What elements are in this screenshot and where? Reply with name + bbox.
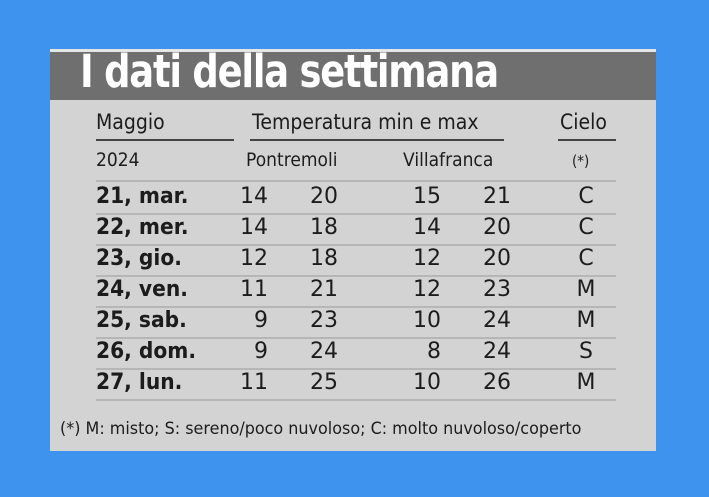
villafranca-max-cell: 23 bbox=[483, 277, 511, 302]
pontremoli-min-cell: 9 bbox=[254, 308, 268, 333]
pontremoli-min-cell: 9 bbox=[254, 339, 268, 364]
villafranca-max-cell: 24 bbox=[483, 339, 511, 364]
sky-cell: M bbox=[576, 277, 596, 302]
sky-header: Cielo bbox=[560, 110, 607, 134]
table-row bbox=[50, 337, 656, 368]
header-rule-middle bbox=[250, 139, 504, 141]
day-cell: 24, ven. bbox=[96, 277, 188, 302]
villafranca-min-cell: 12 bbox=[413, 246, 441, 271]
villafranca-max-cell: 20 bbox=[483, 215, 511, 240]
villafranca-max-cell: 21 bbox=[483, 184, 511, 209]
table-row bbox=[50, 244, 656, 275]
day-cell: 21, mar. bbox=[96, 184, 189, 209]
sky-cell: S bbox=[579, 339, 593, 364]
villafranca-min-cell: 14 bbox=[413, 215, 441, 240]
year-label: 2024 bbox=[96, 149, 140, 171]
table-row bbox=[50, 275, 656, 306]
sky-note: (*) bbox=[572, 152, 590, 170]
sky-cell: C bbox=[578, 184, 594, 209]
villafranca-min-cell: 15 bbox=[413, 184, 441, 209]
pontremoli-min-cell: 11 bbox=[240, 277, 268, 302]
villafranca-min-cell: 10 bbox=[413, 308, 441, 333]
villafranca-max-cell: 24 bbox=[483, 308, 511, 333]
villafranca-min-cell: 10 bbox=[413, 370, 441, 395]
day-cell: 27, lun. bbox=[96, 370, 183, 395]
footnote: (*) M: misto; S: sereno/poco nuvoloso; C: molto nuvoloso/coperto bbox=[60, 419, 582, 439]
table-row bbox=[50, 182, 656, 213]
temperature-header: Temperatura min e max bbox=[252, 110, 479, 134]
pontremoli-max-cell: 21 bbox=[310, 277, 338, 302]
pontremoli-min-cell: 12 bbox=[240, 246, 268, 271]
month-header: Maggio bbox=[96, 110, 165, 134]
table-row bbox=[50, 306, 656, 337]
pontremoli-min-cell: 11 bbox=[240, 370, 268, 395]
pontremoli-max-cell: 20 bbox=[310, 184, 338, 209]
pontremoli-min-cell: 14 bbox=[240, 184, 268, 209]
table-row bbox=[50, 213, 656, 244]
pontremoli-max-cell: 18 bbox=[310, 246, 338, 271]
pontremoli-max-cell: 24 bbox=[310, 339, 338, 364]
title-bar bbox=[50, 45, 656, 100]
day-cell: 26, dom. bbox=[96, 339, 197, 364]
pontremoli-max-cell: 25 bbox=[310, 370, 338, 395]
pontremoli-max-cell: 23 bbox=[310, 308, 338, 333]
villafranca-min-cell: 12 bbox=[413, 277, 441, 302]
pontremoli-max-cell: 18 bbox=[310, 215, 338, 240]
station-villafranca: Villafranca bbox=[403, 149, 494, 171]
sky-cell: M bbox=[576, 308, 596, 333]
villafranca-min-cell: 8 bbox=[427, 339, 441, 364]
weather-table-card bbox=[50, 45, 656, 451]
station-pontremoli: Pontremoli bbox=[246, 149, 338, 171]
day-cell: 25, sab. bbox=[96, 308, 187, 333]
header-rule-left bbox=[96, 139, 234, 141]
row-divider bbox=[96, 399, 616, 401]
villafranca-max-cell: 20 bbox=[483, 246, 511, 271]
table-row bbox=[50, 368, 656, 399]
sky-cell: C bbox=[578, 215, 594, 240]
page-title: I dati della settimana bbox=[80, 45, 498, 98]
header-rule-right bbox=[558, 139, 616, 141]
sky-cell: M bbox=[576, 370, 596, 395]
day-cell: 22, mer. bbox=[96, 215, 189, 240]
pontremoli-min-cell: 14 bbox=[240, 215, 268, 240]
villafranca-max-cell: 26 bbox=[483, 370, 511, 395]
sky-cell: C bbox=[578, 246, 594, 271]
day-cell: 23, gio. bbox=[96, 246, 182, 271]
